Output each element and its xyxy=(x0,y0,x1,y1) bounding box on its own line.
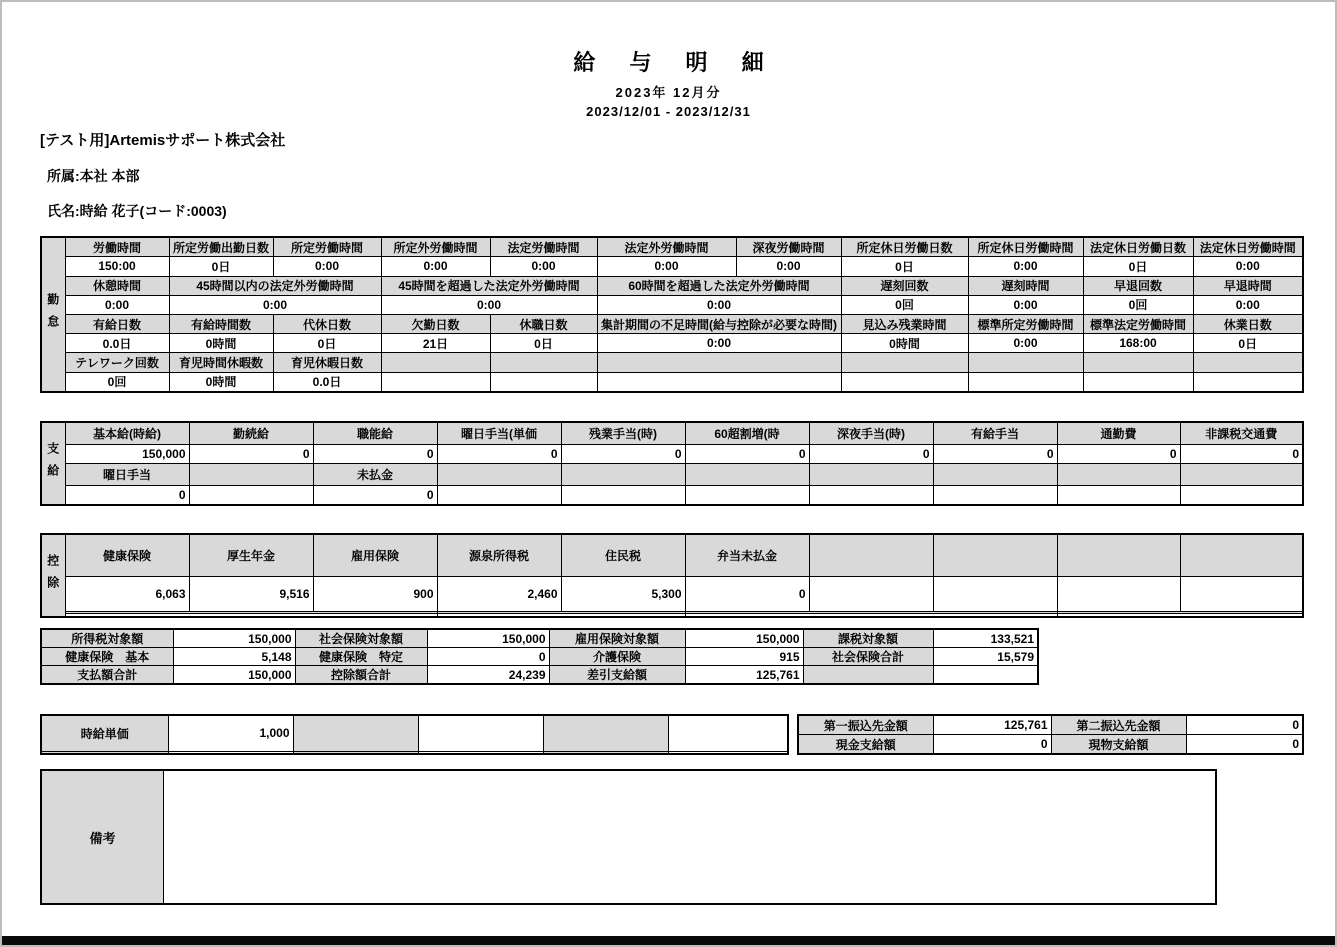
header-cell xyxy=(1057,463,1180,485)
label-cell: 支払額合計 xyxy=(41,666,173,685)
value-cell: 0日 xyxy=(273,334,381,353)
value-cell: 0日 xyxy=(1193,334,1303,353)
header-cell xyxy=(809,463,933,485)
value-cell xyxy=(968,372,1083,392)
payment-table xyxy=(40,421,1304,506)
value-cell: 0 xyxy=(685,577,809,612)
label-cell xyxy=(543,751,668,754)
header-cell: 雇用保険 xyxy=(313,534,437,577)
remarks-section xyxy=(40,769,1217,905)
header-cell: 法定休日労働時間 xyxy=(1193,237,1303,257)
value-cell: 150,000 xyxy=(65,445,189,464)
label-cell: 差引支給額 xyxy=(549,666,685,685)
header-cell: 所定労働時間 xyxy=(273,237,381,257)
header-cell: 早退時間 xyxy=(1193,276,1303,295)
header-cell: 源泉所得税 xyxy=(437,534,561,577)
header-cell: 曜日手当(単価 xyxy=(437,422,561,445)
value-cell: 1,000 xyxy=(168,715,293,751)
deduction-table xyxy=(40,533,1304,618)
header-cell: 休職日数 xyxy=(490,314,597,333)
value-cell: 125,761 xyxy=(685,666,803,685)
value-cell xyxy=(1057,577,1180,612)
header-cell: 残業手当(時) xyxy=(561,422,685,445)
header-cell: 深夜手当(時) xyxy=(809,422,933,445)
value-cell xyxy=(189,486,313,505)
value-cell: 900 xyxy=(313,577,437,612)
header-cell xyxy=(1180,463,1303,485)
value-cell: 0:00 xyxy=(169,295,381,314)
header-cell: 見込み残業時間 xyxy=(841,314,968,333)
label-cell: 第一振込先金額 xyxy=(798,715,933,735)
header-cell: 所定労働出勤日数 xyxy=(169,237,273,257)
header-cell: 標準法定労働時間 xyxy=(1083,314,1193,333)
header-cell xyxy=(1193,353,1303,372)
pay-period: 2023年 12月分 xyxy=(615,85,722,100)
value-cell xyxy=(1057,613,1303,617)
page-title: 給 与 明 細 xyxy=(573,50,778,75)
header-cell: 法定労働時間 xyxy=(490,237,597,257)
value-cell: 0:00 xyxy=(381,295,597,314)
value-cell: 0:00 xyxy=(968,257,1083,276)
header-cell: 弁当未払金 xyxy=(685,534,809,577)
value-cell: 150,000 xyxy=(173,666,295,685)
value-cell: 0:00 xyxy=(65,295,169,314)
label-cell: 健康保険 基本 xyxy=(41,648,173,666)
label-cell: 介護保険 xyxy=(549,648,685,666)
header-cell: 基本給(時給) xyxy=(65,422,189,445)
value-cell xyxy=(809,486,933,505)
header-cell xyxy=(809,534,933,577)
value-cell: 0日 xyxy=(841,257,968,276)
value-cell: 0時間 xyxy=(841,334,968,353)
value-cell: 0日 xyxy=(169,257,273,276)
header-cell: 健康保険 xyxy=(65,534,189,577)
remarks-label: 備考 xyxy=(42,771,164,903)
header-cell: 住民税 xyxy=(561,534,685,577)
header-cell: 早退回数 xyxy=(1083,276,1193,295)
header-cell: 有給手当 xyxy=(933,422,1057,445)
header-cell: 未払金 xyxy=(313,463,437,485)
value-cell: 21日 xyxy=(381,334,490,353)
value-cell: 0:00 xyxy=(597,257,736,276)
header-cell: 所定休日労働日数 xyxy=(841,237,968,257)
value-cell xyxy=(685,486,809,505)
header-cell: 職能給 xyxy=(313,422,437,445)
header-cell xyxy=(933,534,1057,577)
payment-side-label: 支給 xyxy=(41,422,65,505)
header-cell: 通勤費 xyxy=(1057,422,1180,445)
value-cell: 0:00 xyxy=(597,334,841,353)
value-cell xyxy=(490,372,597,392)
value-cell: 0 xyxy=(437,445,561,464)
header-cell: 法定休日労働日数 xyxy=(1083,237,1193,257)
value-cell: 0:00 xyxy=(1193,295,1303,314)
label-cell xyxy=(293,751,418,754)
label-cell: 所得税対象額 xyxy=(41,629,173,648)
value-cell: 0回 xyxy=(1083,295,1193,314)
value-cell: 0 xyxy=(1186,735,1303,755)
value-cell xyxy=(437,613,685,617)
value-cell: 150,000 xyxy=(173,629,295,648)
value-cell: 0:00 xyxy=(968,295,1083,314)
totals-table xyxy=(40,628,1039,685)
company-name: [テスト用]Artemisサポート株式会社 xyxy=(40,132,286,149)
value-cell xyxy=(809,577,933,612)
header-cell: 曜日手当 xyxy=(65,463,189,485)
label-cell xyxy=(41,751,168,754)
label-cell: 第二振込先金額 xyxy=(1051,715,1186,735)
header-cell: 非課税交通費 xyxy=(1180,422,1303,445)
value-cell: 9,516 xyxy=(189,577,313,612)
header-cell: 労働時間 xyxy=(65,237,169,257)
value-cell: 150,000 xyxy=(685,629,803,648)
value-cell: 15,579 xyxy=(933,648,1038,666)
value-cell xyxy=(933,486,1057,505)
header-cell xyxy=(189,463,313,485)
value-cell: 0:00 xyxy=(273,257,381,276)
value-cell: 5,300 xyxy=(561,577,685,612)
value-cell: 0 xyxy=(1180,445,1303,464)
value-cell: 150,000 xyxy=(427,629,549,648)
value-cell xyxy=(168,751,293,754)
value-cell: 0日 xyxy=(1083,257,1193,276)
header-cell xyxy=(490,353,597,372)
header-cell: 代休日数 xyxy=(273,314,381,333)
value-cell: 150:00 xyxy=(65,257,169,276)
value-cell: 0 xyxy=(65,486,189,505)
remarks-content xyxy=(164,771,1215,903)
header-cell xyxy=(685,463,809,485)
value-cell xyxy=(561,486,685,505)
value-cell xyxy=(685,613,1057,617)
header-cell: 60時間を超過した法定外労働時間 xyxy=(597,276,841,295)
value-cell: 0 xyxy=(933,445,1057,464)
label-cell: 時給単価 xyxy=(41,715,168,751)
value-cell: 0:00 xyxy=(736,257,841,276)
employee-name: 氏名:時給 花子(コード:0003) xyxy=(47,203,227,219)
value-cell xyxy=(597,372,841,392)
header-cell: 厚生年金 xyxy=(189,534,313,577)
header-cell: 法定外労働時間 xyxy=(597,237,736,257)
header-cell xyxy=(1057,534,1180,577)
value-cell: 133,521 xyxy=(933,629,1038,648)
header-cell: 45時間以内の法定外労働時間 xyxy=(169,276,381,295)
value-cell: 0:00 xyxy=(968,334,1083,353)
value-cell xyxy=(668,715,788,751)
header-cell: 60超割増(時 xyxy=(685,422,809,445)
attendance-table xyxy=(40,236,1304,393)
value-cell: 0 xyxy=(685,445,809,464)
label-cell xyxy=(543,715,668,751)
label-cell: 社会保険対象額 xyxy=(295,629,427,648)
label-cell: 現物支給額 xyxy=(1051,735,1186,755)
value-cell: 24,239 xyxy=(427,666,549,685)
label-cell xyxy=(803,666,933,685)
department: 所属:本社 本部 xyxy=(47,168,140,184)
value-cell: 0 xyxy=(933,735,1051,755)
value-cell: 0回 xyxy=(841,295,968,314)
deduction-side-label: 控除 xyxy=(41,534,65,617)
label-cell: 社会保険合計 xyxy=(803,648,933,666)
transfer-table xyxy=(797,714,1304,755)
header-cell: 集計期間の不足時間(給与控除が必要な時間) xyxy=(597,314,841,333)
value-cell: 0 xyxy=(313,445,437,464)
value-cell: 0:00 xyxy=(490,257,597,276)
attendance-side-label: 勤怠 xyxy=(41,237,65,392)
header-cell xyxy=(381,353,490,372)
header-cell: 休憩時間 xyxy=(65,276,169,295)
value-cell: 168:00 xyxy=(1083,334,1193,353)
value-cell: 0 xyxy=(809,445,933,464)
value-cell xyxy=(381,372,490,392)
header-cell: 所定外労働時間 xyxy=(381,237,490,257)
value-cell xyxy=(437,486,561,505)
value-cell: 125,761 xyxy=(933,715,1051,735)
value-cell: 0 xyxy=(561,445,685,464)
unit-price-table xyxy=(40,714,789,755)
header-cell: 欠勤日数 xyxy=(381,314,490,333)
header-cell: 有給時間数 xyxy=(169,314,273,333)
value-cell: 2,460 xyxy=(437,577,561,612)
value-cell: 915 xyxy=(685,648,803,666)
label-cell: 控除額合計 xyxy=(295,666,427,685)
header-cell: 育児休暇日数 xyxy=(273,353,381,372)
value-cell xyxy=(1180,486,1303,505)
value-cell xyxy=(1193,372,1303,392)
header-cell: 遅刻回数 xyxy=(841,276,968,295)
value-cell: 0時間 xyxy=(169,372,273,392)
value-cell xyxy=(1180,577,1303,612)
value-cell: 5,148 xyxy=(173,648,295,666)
value-cell: 0 xyxy=(427,648,549,666)
value-cell: 0.0日 xyxy=(273,372,381,392)
label-cell: 雇用保険対象額 xyxy=(549,629,685,648)
label-cell: 課税対象額 xyxy=(803,629,933,648)
header-cell xyxy=(1083,353,1193,372)
pay-date-range: 2023/12/01 - 2023/12/31 xyxy=(586,104,751,119)
header-cell: 深夜労働時間 xyxy=(736,237,841,257)
header-cell xyxy=(968,353,1083,372)
header-cell: 育児時間休暇数 xyxy=(169,353,273,372)
label-cell xyxy=(293,715,418,751)
header-cell: テレワーク回数 xyxy=(65,353,169,372)
value-cell: 0 xyxy=(1186,715,1303,735)
value-cell: 0 xyxy=(1057,445,1180,464)
value-cell xyxy=(65,613,437,617)
value-cell: 0 xyxy=(189,445,313,464)
value-cell xyxy=(933,577,1057,612)
value-cell xyxy=(418,751,543,754)
header-cell xyxy=(561,463,685,485)
header-cell: 有給日数 xyxy=(65,314,169,333)
value-cell: 0回 xyxy=(65,372,169,392)
value-cell: 0日 xyxy=(490,334,597,353)
header-cell xyxy=(933,463,1057,485)
header-cell xyxy=(1180,534,1303,577)
header-cell: 遅刻時間 xyxy=(968,276,1083,295)
value-cell xyxy=(1083,372,1193,392)
value-cell: 0:00 xyxy=(597,295,841,314)
header-cell: 45時間を超過した法定外労働時間 xyxy=(381,276,597,295)
value-cell: 0.0日 xyxy=(65,334,169,353)
value-cell: 0時間 xyxy=(169,334,273,353)
header-cell xyxy=(597,353,841,372)
value-cell xyxy=(1057,486,1180,505)
header-cell: 勤続給 xyxy=(189,422,313,445)
label-cell: 現金支給額 xyxy=(798,735,933,755)
value-cell: 0:00 xyxy=(1193,257,1303,276)
value-cell: 0 xyxy=(313,486,437,505)
header-cell xyxy=(841,353,968,372)
value-cell: 0:00 xyxy=(381,257,490,276)
header-cell: 標準所定労働時間 xyxy=(968,314,1083,333)
value-cell xyxy=(418,715,543,751)
header-cell xyxy=(437,463,561,485)
label-cell: 健康保険 特定 xyxy=(295,648,427,666)
bottom-bar xyxy=(2,936,1335,947)
value-cell xyxy=(841,372,968,392)
value-cell: 6,063 xyxy=(65,577,189,612)
header-cell: 所定休日労働時間 xyxy=(968,237,1083,257)
header-cell: 休業日数 xyxy=(1193,314,1303,333)
value-cell xyxy=(668,751,788,754)
value-cell xyxy=(933,666,1038,685)
